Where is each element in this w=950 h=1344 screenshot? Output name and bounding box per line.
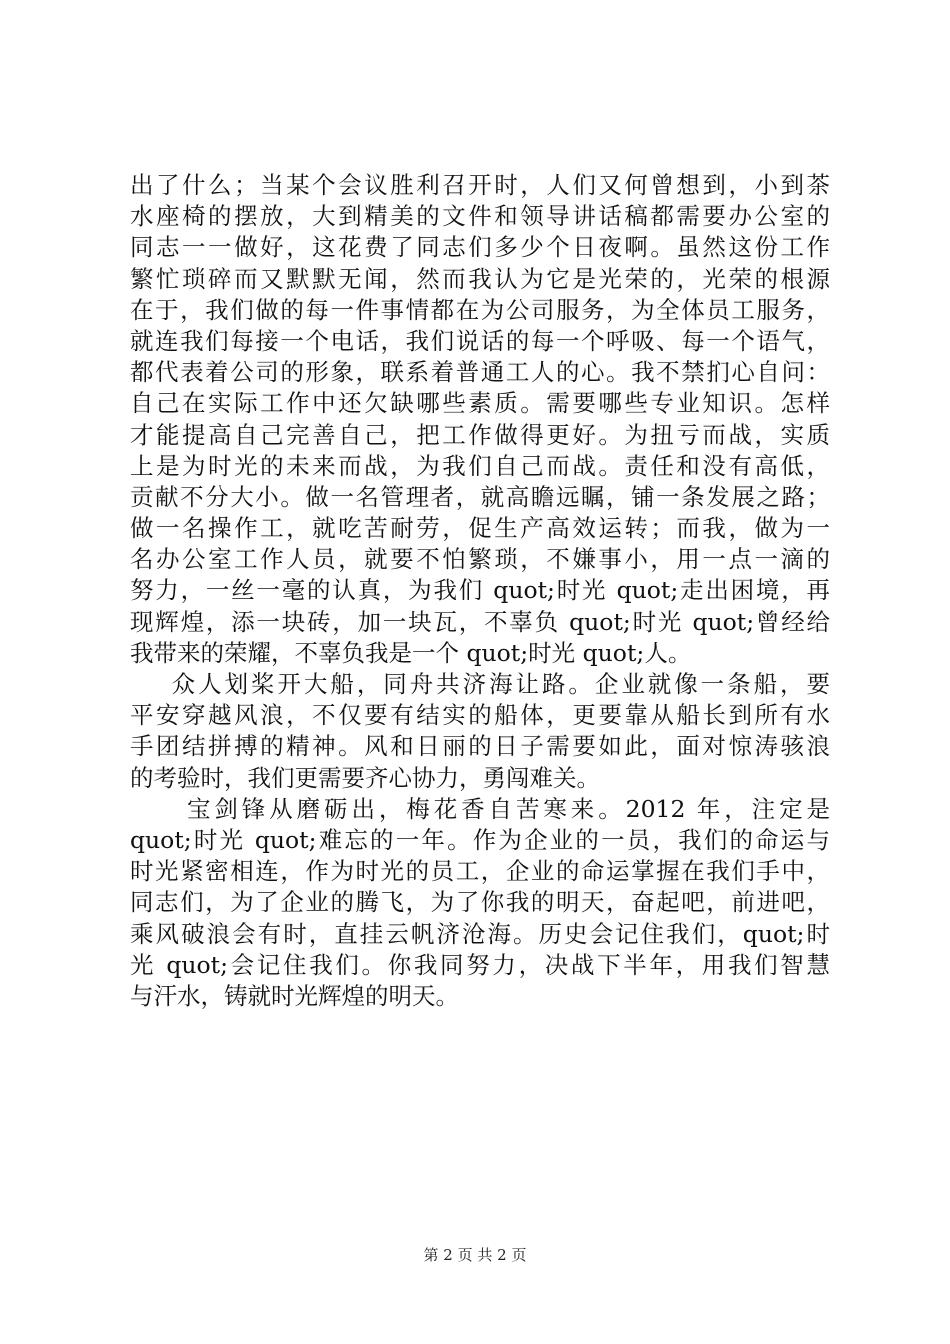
text-line: 同志一一做好，这花费了同志们多少个日夜啊。虽然这份工作	[130, 233, 830, 262]
text-line: 繁忙琐碎而又默默无闻，然而我认为它是光荣的，光荣的根源	[130, 264, 830, 293]
text-line: 才能提高自己完善自己，把工作做得更好。为扭亏而战，实质	[130, 420, 830, 449]
text-line: 现辉煌，添一块砖，加一块瓦，不辜负 quot;时光 quot;曾经给	[130, 607, 830, 636]
text-line: 手团结拼搏的精神。风和日丽的日子需要如此，面对惊涛骇浪	[130, 732, 830, 761]
text-line: 同志们，为了企业的腾飞，为了你我的明天，奋起吧，前进吧，	[130, 888, 830, 917]
text-line: 就连我们每接一个电话，我们说话的每一个呼吸、每一个语气，	[130, 326, 830, 355]
text-line: 宝剑锋从磨砺出，梅花香自苦寒来。2012 年，注定是	[130, 794, 830, 823]
text-line: quot;时光 quot;难忘的一年。作为企业的一员，我们的命运与	[130, 825, 830, 854]
text-line: 努力，一丝一毫的认真，为我们 quot;时光 quot;走出困境，再	[130, 576, 830, 605]
text-line: 与汗水，铸就时光辉煌的明天。	[130, 981, 459, 1010]
text-line: 光 quot;会记住我们。你我同努力，决战下半年，用我们智慧	[130, 950, 830, 979]
text-line: 乘风破浪会有时，直挂云帆济沧海。历史会记住我们，quot;时	[130, 919, 830, 948]
text-line: 平安穿越风浪，不仅要有结实的船体，更要靠从船长到所有水	[130, 701, 830, 730]
text-line: 名办公室工作人员，就要不怕繁琐，不嫌事小，用一点一滴的	[130, 545, 830, 574]
document-body	[130, 170, 830, 1012]
text-line: 我带来的荣耀，不辜负我是一个 quot;时光 quot;人。	[130, 638, 692, 667]
text-line: 在于，我们做的每一件事情都在为公司服务，为全体员工服务，	[130, 295, 830, 324]
text-line: 水座椅的摆放，大到精美的文件和领导讲话稿都需要办公室的	[130, 202, 830, 231]
text-line: 都代表着公司的形象，联系着普通工人的心。我不禁扪心自问：	[130, 358, 830, 387]
page-footer: 第 2 页 共 2 页	[423, 1246, 527, 1264]
text-line: 贡献不分大小。做一名管理者，就高瞻远瞩，铺一条发展之路；	[130, 482, 830, 511]
text-line: 时光紧密相连，作为时光的员工，企业的命运掌握在我们手中，	[130, 857, 830, 886]
text-line: 做一名操作工，就吃苦耐劳，促生产高效运转；而我，做为一	[130, 514, 830, 543]
text-line: 自己在实际工作中还欠缺哪些素质。需要哪些专业知识。怎样	[130, 389, 830, 418]
text-line: 上是为时光的未来而战，为我们自己而战。责任和没有高低，	[130, 451, 830, 480]
text-line: 众人划桨开大船，同舟共济海让路。企业就像一条船，要	[130, 670, 830, 698]
text-line: 出了什么；当某个会议胜利召开时，人们又何曾想到，小到茶	[130, 171, 830, 199]
text-line: 的考验时，我们更需要齐心协力，勇闯难关。	[130, 763, 600, 792]
